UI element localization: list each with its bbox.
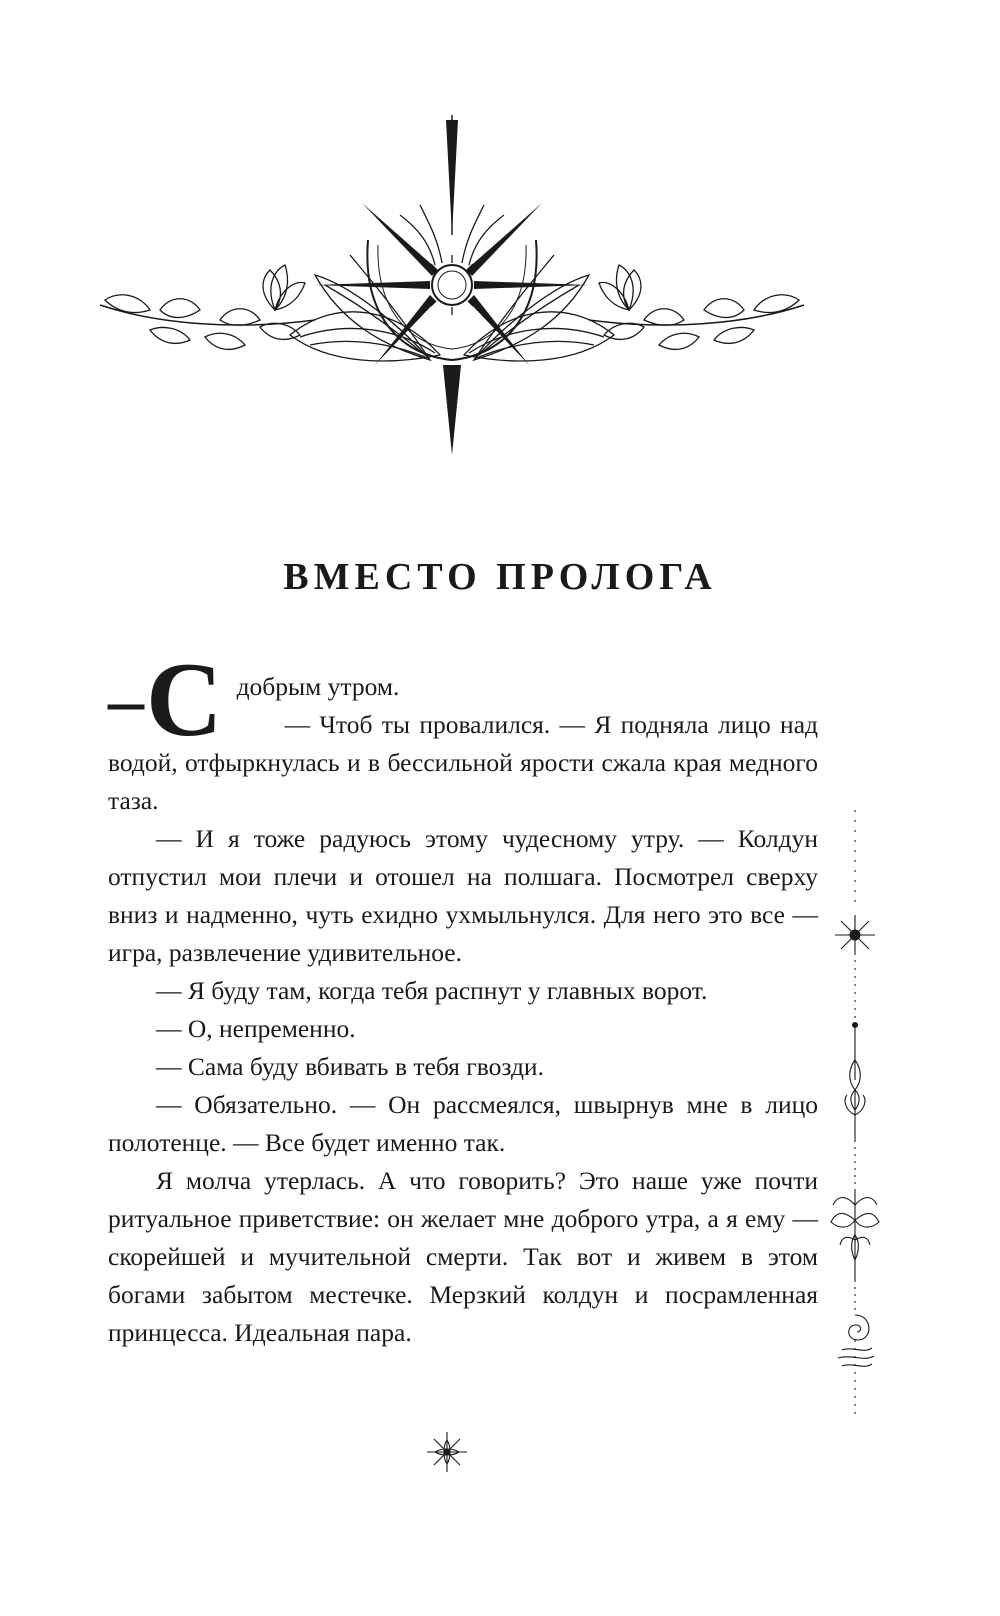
paragraph: — Сама буду вбивать в тебя гвозди.: [156, 1052, 544, 1081]
drop-cap-dash: –: [108, 660, 144, 740]
paragraph-text: добрым утром.: [236, 672, 400, 701]
prologue-text: [108, 641, 818, 1352]
paragraph: — О, непременно.: [156, 1014, 356, 1043]
paragraph: — Чтоб ты провалился. — Я подняла лицо над водой, отфыркнулась и в бессильной ярости сжала края медного таза.: [108, 710, 818, 815]
small-star-ornament-icon: [425, 1430, 469, 1474]
drop-cap: [108, 641, 223, 758]
paragraph: — Я буду там, когда тебя распнут у главных ворот.: [156, 976, 708, 1005]
paragraph: — И я тоже радуюсь этому чудесному утру. — Колдун отпустил мои плечи и отошел на полшага. Посмотрел сверху вниз и надменно, чуть ехидно ухмыльнулся. Для него это все — игра, развлечение удивительное.: [108, 824, 818, 967]
paragraph: — Обязательно. — Он рассмеялся, швырнув мне в лицо полотенце. — Все будет именно так.: [108, 1090, 818, 1157]
paragraph: Я молча утерлась. А что говорить? Это наше уже почти ритуальное приветствие: он желает мне доброго утра, а я ему — скорейшей и мучительной смерти. Так вот и живем в этом богами забытом местечке. Мерзкий колдун и посрамленная принцесса. Идеальная пара.: [108, 1166, 818, 1347]
vertical-floral-divider-icon: [828, 810, 882, 1430]
compass-star-floral-ornament-icon: [100, 115, 820, 460]
chapter-title: ВМЕСТО ПРОЛОГА: [283, 556, 717, 598]
paragraph: [108, 641, 818, 758]
drop-cap-letter: С: [146, 641, 223, 758]
